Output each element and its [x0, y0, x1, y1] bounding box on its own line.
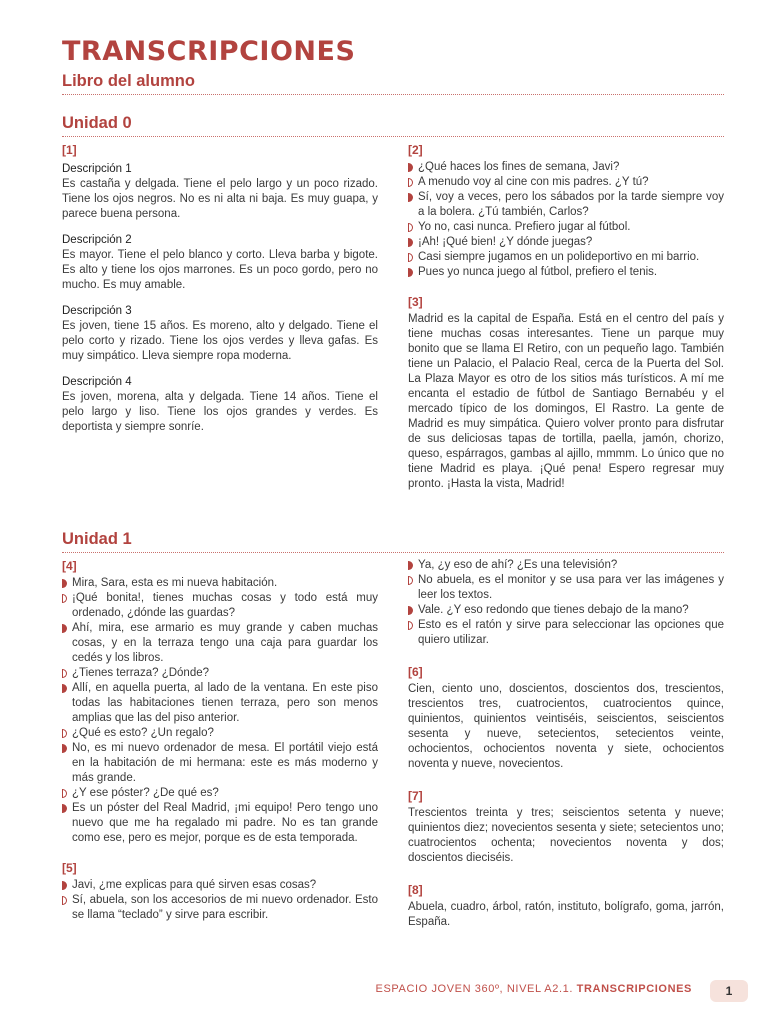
dialogue-text: Javi, ¿me explicas para qué sirven esas cosas?: [72, 879, 317, 891]
dialogue-line: [62, 893, 378, 923]
section-2: [408, 142, 724, 280]
dialogue: [408, 558, 724, 648]
speaker-b-icon: [62, 729, 67, 738]
section-number: [7]: [408, 789, 423, 803]
unit-0-heading: Unidad 0: [62, 114, 132, 132]
unit-0-right-column: [408, 142, 724, 503]
description-text: Es castaña y delgada. Tiene el pelo largo y un poco rizado. Tiene los ojos negros. No es ni alta ni baja. Es muy guapa, y parece buena persona.: [62, 178, 378, 220]
speaker-a-icon: [62, 744, 67, 753]
page-title: TRANSCRIPCIONES: [62, 36, 356, 67]
section-number: [5]: [62, 861, 77, 875]
dialogue-text: Ya, ¿y eso de ahí? ¿Es una televisión?: [418, 559, 618, 571]
speaker-b-icon: [62, 594, 67, 603]
speaker-b-icon: [408, 576, 413, 585]
dialogue-line: [62, 591, 378, 621]
description-title: Descripción 3: [62, 305, 132, 317]
footer-text: [376, 983, 692, 995]
section-5: [62, 860, 378, 923]
dialogue-line: [62, 576, 378, 591]
section-8: [408, 882, 724, 930]
speaker-b-icon: [408, 253, 413, 262]
dialogue-line: [408, 250, 724, 265]
unit-1-heading: Unidad 1: [62, 530, 132, 548]
dialogue-text: No, es mi nuevo ordenador de mesa. El portátil viejo está en la habitación de mi hermana: este es más moderno y más grande.: [72, 742, 378, 784]
speaker-a-icon: [62, 624, 67, 633]
dialogue-line: [62, 786, 378, 801]
dialogue-line: [62, 741, 378, 786]
speaker-b-icon: [408, 178, 413, 187]
dialogue-line: [62, 878, 378, 893]
page-subtitle: Libro del alumno: [62, 72, 195, 90]
divider: [62, 552, 724, 553]
dialogue-text: Sí, voy a veces, pero los sábados por la tarde siempre voy a la bolera. ¿Tú también, Carlos?: [418, 191, 724, 218]
footer-section: TRANSCRIPCIONES: [576, 983, 692, 995]
dialogue-text: A menudo voy al cine con mis padres. ¿Y tú?: [418, 176, 649, 188]
dialogue-line: [408, 190, 724, 220]
section-text: Cien, ciento uno, doscientos, doscientos dos, trescientos, trescientos tres, cuatrocientos, cuatrocientos quince, quinientos, quinientos veintiséis, seiscientos, seiscientos sesenta y nueve, setecientos, setecientos veinte, ochocientos, ochocientos noventa y siete, ochocientos noventa y nueve, novecientos.: [408, 683, 724, 770]
dialogue-line: [62, 726, 378, 741]
section-number: [3]: [408, 295, 423, 309]
dialogue-line: [408, 265, 724, 280]
unit-0-left-column: [62, 142, 378, 446]
dialogue-text: ¿Qué es esto? ¿Un regalo?: [72, 727, 214, 739]
speaker-b-icon: [408, 223, 413, 232]
section-5-continued: [408, 558, 724, 648]
speaker-a-icon: [408, 606, 413, 615]
section-4: [62, 558, 378, 846]
unit-1-right-column: [408, 558, 724, 941]
section-text: Madrid es la capital de España. Está en el centro del país y tiene muchas cosas interesantes. Tiene un parque muy bonito que se llama El Retiro, con un pequeño lago. También tiene un Palacio, el Palacio Real, cerca de la Puerta del Sol. La Plaza Mayor es otro de los sitios más turísticos. A mí me encanta el estadio de fútbol de Santiago Bernabéu y el mercado típico de los domingos, El Rastro. La gente de Madrid es muy simpática. Quiero volver pronto para disfrutar de sus deliciosas tapas de tortilla, paella, jamón, chorizo, queso, espárragos, gambas al ajillo, mmmm. Lo único que no tiene Madrid es playa. ¡Qué pena! Espero regresar muy pronto. ¡Hasta la vista, Madrid!: [408, 313, 724, 490]
section-number: [2]: [408, 143, 423, 157]
speaker-a-icon: [62, 579, 67, 588]
description-title: Descripción 2: [62, 234, 132, 246]
dialogue-line: [62, 666, 378, 681]
dialogue-text: Ahí, mira, ese armario es muy grande y caben muchas cosas, y en la terraza tengo una caja para guardar los cedés y los libros.: [72, 622, 378, 664]
speaker-b-icon: [62, 669, 67, 678]
dialogue-line: [62, 681, 378, 726]
dialogue: [62, 576, 378, 846]
dialogue-line: [408, 603, 724, 618]
section-number: [8]: [408, 883, 423, 897]
dialogue-text: Allí, en aquella puerta, al lado de la ventana. En este piso todas las habitaciones tienen terraza, pero son menos amplias que las del piso anterior.: [72, 682, 378, 724]
dialogue-text: Vale. ¿Y eso redondo que tienes debajo de la mano?: [418, 604, 689, 616]
section-text: Abuela, cuadro, árbol, ratón, instituto, bolígrafo, goma, jarrón, España.: [408, 901, 724, 928]
dialogue-line: [408, 160, 724, 175]
speaker-a-icon: [408, 561, 413, 570]
dialogue: [62, 878, 378, 923]
speaker-a-icon: [408, 268, 413, 277]
section-text: Trescientos treinta y tres; seiscientos setenta y nueve; quinientos diez; novecientos sesenta y siete; setecientos uno; cuatrocientos ochenta; novecientos noventa y dos; doscientos dieciséis.: [408, 807, 724, 864]
divider: [62, 94, 724, 95]
section-7: [408, 788, 724, 866]
dialogue: [408, 160, 724, 280]
section-number: [1]: [62, 143, 77, 157]
dialogue-text: No abuela, es el monitor y se usa para ver las imágenes y leer los textos.: [418, 574, 724, 601]
dialogue-text: Casi siempre jugamos en un polideportivo en mi barrio.: [418, 251, 700, 263]
section-6: [408, 664, 724, 772]
dialogue-text: Sí, abuela, son los accesorios de mi nuevo ordenador. Esto se llama “teclado” y sirve para escribir.: [72, 894, 378, 921]
description-title: Descripción 4: [62, 376, 132, 388]
dialogue-text: Esto es el ratón y sirve para seleccionar las opciones que quiero utilizar.: [418, 619, 724, 646]
divider: [62, 136, 724, 137]
speaker-a-icon: [408, 238, 413, 247]
speaker-b-icon: [408, 621, 413, 630]
dialogue-line: [408, 573, 724, 603]
unit-1-left-column: [62, 558, 378, 934]
speaker-b-icon: [62, 789, 67, 798]
speaker-a-icon: [408, 163, 413, 172]
dialogue-line: [62, 801, 378, 846]
description-title: Descripción 1: [62, 163, 132, 175]
speaker-b-icon: [62, 896, 67, 905]
dialogue-text: ¿Qué haces los fines de semana, Javi?: [418, 161, 620, 173]
description-text: Es joven, tiene 15 años. Es moreno, alto y delgado. Tiene el pelo corto y rizado. Tiene los ojos verdes y lleva gafas. Es muy simpático. Lleva siempre ropa moderna.: [62, 320, 378, 362]
speaker-a-icon: [62, 804, 67, 813]
speaker-a-icon: [62, 881, 67, 890]
speaker-a-icon: [408, 193, 413, 202]
dialogue-line: [408, 618, 724, 648]
dialogue-text: ¡Ah! ¡Qué bien! ¿Y dónde juegas?: [418, 236, 593, 248]
description-text: Es mayor. Tiene el pelo blanco y corto. Lleva barba y bigote. Es alto y tiene los ojos marrones. Es un poco gordo, pero no mucho. Es muy amable.: [62, 249, 378, 291]
description-text: Es joven, morena, alta y delgada. Tiene 14 años. Tiene el pelo largo y liso. Tiene los ojos grandes y verdes. Es deportista y siempre sonríe.: [62, 391, 378, 433]
dialogue-text: Yo no, casi nunca. Prefiero jugar al fútbol.: [418, 221, 631, 233]
section-number: [6]: [408, 665, 423, 679]
dialogue-text: Es un póster del Real Madrid, ¡mi equipo! Pero tengo uno nuevo que me ha regalado mi padre. No es tan grande como ese, pero es mejor, porque es de esta temporada.: [72, 802, 378, 844]
section-number: [4]: [62, 559, 77, 573]
speaker-a-icon: [62, 684, 67, 693]
section-3: [408, 294, 724, 492]
dialogue-line: [408, 558, 724, 573]
dialogue-text: Pues yo nunca juego al fútbol, prefiero el tenis.: [418, 266, 658, 278]
dialogue-line: [62, 621, 378, 666]
dialogue-text: ¿Y ese póster? ¿De qué es?: [72, 787, 219, 799]
dialogue-text: Mira, Sara, esta es mi nueva habitación.: [72, 577, 278, 589]
dialogue-line: [408, 175, 724, 190]
footer-series: ESPACIO JOVEN 360º, NIVEL A2.1.: [375, 983, 573, 995]
page-number: 1: [710, 980, 748, 1002]
dialogue-line: [408, 235, 724, 250]
dialogue-text: ¡Qué bonita!, tienes muchas cosas y todo está muy ordenado, ¿dónde las guardas?: [72, 592, 378, 619]
dialogue-line: [408, 220, 724, 235]
dialogue-text: ¿Tienes terraza? ¿Dónde?: [72, 667, 210, 679]
